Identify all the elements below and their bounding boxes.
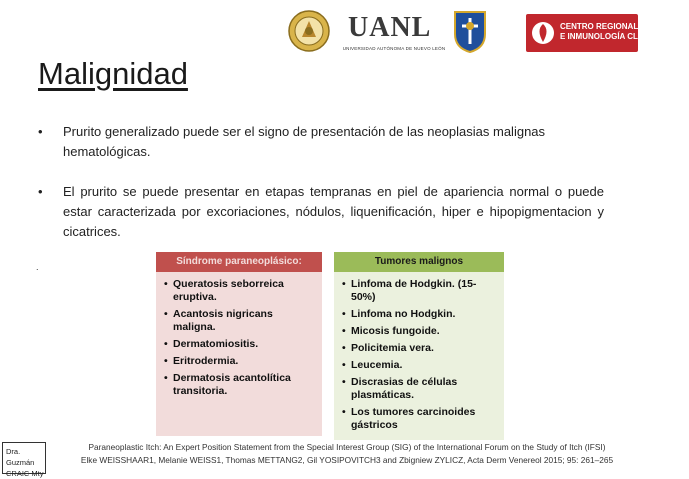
list-item: • Dermatomiositis. xyxy=(164,338,312,351)
paraneoplastic-box xyxy=(156,252,322,436)
malignant-tumors-body xyxy=(334,272,504,440)
reference-title: Paraneoplastic Itch: An Expert Position Statement from the Special Interest Group (SIG) of the International Forum on the Study of Itch (IFSI) xyxy=(88,442,606,452)
author-box xyxy=(2,442,46,478)
craic-line1: CENTRO REGIONAL DE ALERGIA xyxy=(560,22,689,31)
seal-icon xyxy=(288,10,330,52)
list-item: • Linfoma de Hodgkin. (15-50%) xyxy=(342,278,494,304)
bullet-list xyxy=(38,122,604,242)
paraneoplastic-heading: Síndrome paraneoplásico: xyxy=(156,252,322,272)
craic-emblem-icon xyxy=(530,18,556,48)
list-item: • Policitemia vera. xyxy=(342,342,494,355)
paraneoplastic-body xyxy=(156,272,322,436)
reference-authors: Elke WEISSHAAR1, Melanie WEISS1, Thomas METTANG2, Gil YOSIPOVITCH3 and Zbigniew ZYLICZ, Acta Derm Venereol 2015; 95: 261–265 xyxy=(80,455,614,465)
uanl-logo-text: UANL xyxy=(348,12,432,43)
shield-icon xyxy=(452,8,488,54)
craic-line2: E INMUNOLOGÍA CLÍNICA xyxy=(560,32,660,41)
list-item: • Dermatosis acantolítica transitoria. xyxy=(164,372,312,398)
uanl-logo xyxy=(340,12,448,56)
uanl-logo-subtext: UNIVERSIDAD AUTÓNOMA DE NUEVO LEÓN xyxy=(342,46,446,51)
bullet-item: • El prurito se puede presentar en etapas tempranas en piel de apariencia normal o puede estar caracterizada por excoriaciones, nódulos, liquenificación, hiper e hipopigmentacion y cicatrices. xyxy=(38,182,604,242)
malignant-tumors-box xyxy=(334,252,504,440)
list-item: • Los tumores carcinoides gástricos xyxy=(342,406,494,432)
craic-logo-text xyxy=(560,22,689,42)
list-item: • Discrasias de células plasmáticas. xyxy=(342,376,494,402)
header-logos xyxy=(282,8,689,58)
list-item: • Eritrodermia. xyxy=(164,355,312,368)
slide-title: Malignidad xyxy=(38,56,188,91)
malignant-tumors-heading: Tumores malignos xyxy=(334,252,504,272)
list-item: • Linfoma no Hodgkin. xyxy=(342,308,494,321)
author-affiliation: CRAIC Mty xyxy=(6,469,44,478)
list-item: • Queratosis seborreica eruptiva. xyxy=(164,278,312,304)
reference-citation xyxy=(60,441,634,467)
list-item: • Micosis fungoide. xyxy=(342,325,494,338)
list-item: • Leucemia. xyxy=(342,359,494,372)
list-item: • Acantosis nigricans maligna. xyxy=(164,308,312,334)
bullet-item: • Prurito generalizado puede ser el signo de presentación de las neoplasias malignas hematológicas. xyxy=(38,122,604,162)
author-name: Dra. Guzmán xyxy=(6,447,35,467)
stray-mark: . xyxy=(36,262,39,272)
